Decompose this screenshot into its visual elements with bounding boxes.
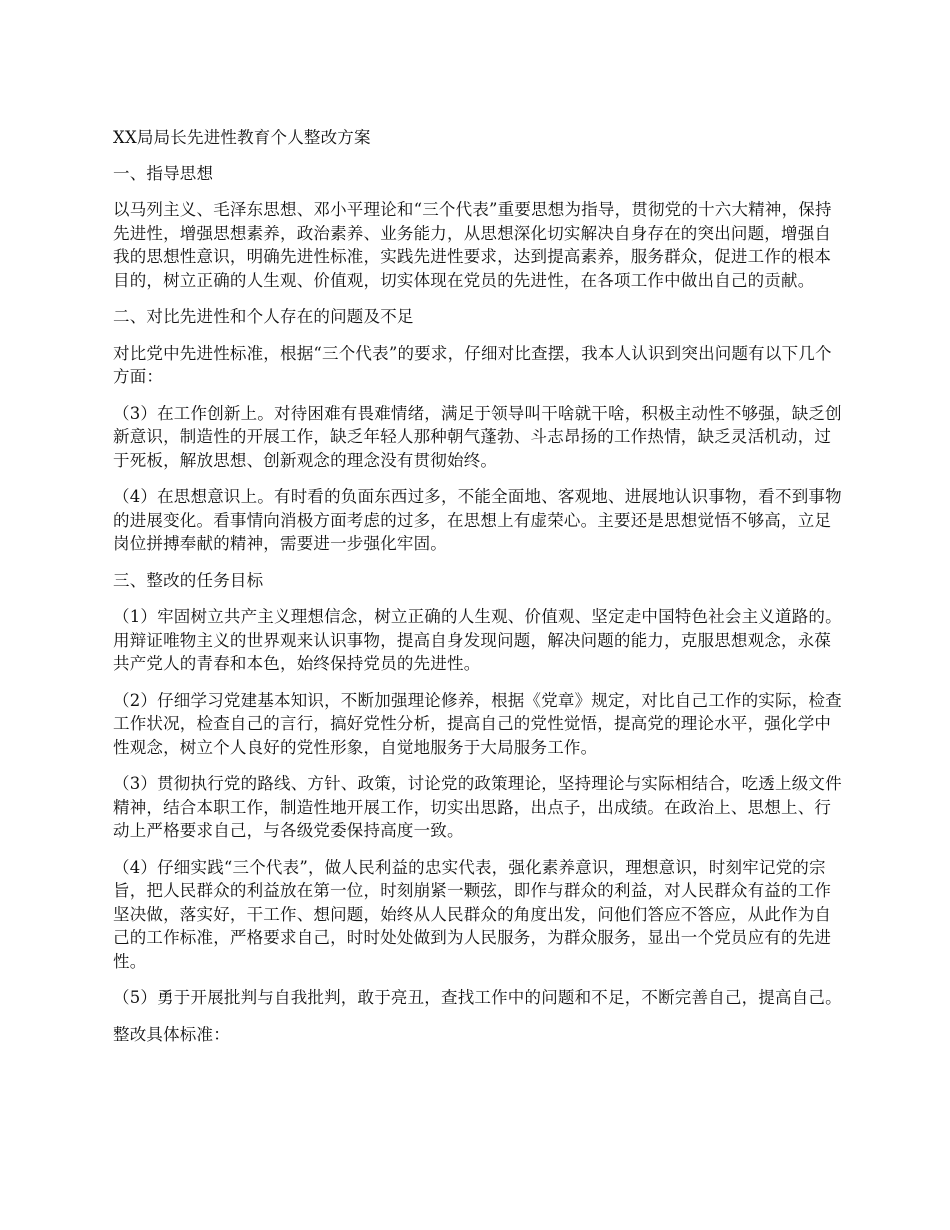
section-heading-goals: 三、整改的任务目标 <box>113 570 264 590</box>
paragraph-problem-innovation: （3）在工作创新上。对待困难有畏难情绪，满足于领导叫干啥就干啥，积极主动性不够强，缺乏创新意识，制造性的开展工作，缺乏年轻人那种朝气蓬勃、斗志昂扬的工作热情，缺乏灵活机动，过于死板，解放思想、创新观念的理念没有贯彻始终。 <box>113 403 842 470</box>
paragraph-goal-4: （4）仔细实践“三个代表”，做人民利益的忠实代表，强化素养意识，理想意识，时刻牢记党的宗旨，把人民群众的利益放在第一位，时刻崩紧一颗弦，即作与群众的利益，对人民群众有益的工作坚决做，落实好，干工作、想问题，始终从人民群众的角度出发，问他们答应不答应，从此作为自己的工作标准，严格要求自己，时时处处做到为人民服务，为群众服务，显出一个党员应有的先进性。 <box>113 857 832 971</box>
section-heading-standards: 整改具体标准： <box>113 1024 230 1044</box>
paragraph-goal-2: （2）仔细学习党建基本知识，不断加强理论修养，根据《党章》规定，对比自己工作的实际，检查工作状况，检查自己的言行，搞好党性分析，提高自己的党性觉悟，提高党的理论水平，强化学中性观念，树立个人良好的党性形象，自觉地服务于大局服务工作。 <box>113 690 842 757</box>
paragraph-problems-intro: 对比党中先进性标准，根据“三个代表”的要求，仔细对比查摆，我本人认识到突出问题有以下几个方面： <box>113 343 832 386</box>
section-heading-guiding-thought: 一、指导思想 <box>113 163 214 183</box>
paragraph-goal-5: （5）勇于开展批判与自我批判，敢于亮丑，查找工作中的问题和不足，不断完善自己，提高自己。 <box>113 988 842 1007</box>
paragraph-goal-3: （3）贯彻执行党的路线、方针、政策，讨论党的政策理论，坚持理论与实际相结合，吃透上级文件精神，结合本职工作，制造性地开展工作，切实出思路，出点子，出成绩。在政治上、思想上、行动上严格要求自己，与各级党委保持高度一致。 <box>113 774 842 840</box>
paragraph-goal-1: （1）牢固树立共产主义理想信念，树立正确的人生观、价值观、坚定走中国特色社会主义道路的。用辩证唯物主义的世界观来认识事物，提高自身发现问题，解决问题的能力，克服思想观念，永葆共产党人的青春和本色，始终保持党员的先进性。 <box>113 607 842 673</box>
paragraph-problem-awareness: （4）在思想意识上。有时看的负面东西过多，不能全面地、客观地、进展地认识事物，看不到事物的进展变化。看事情向消极方面考虑的过多，在思想上有虚荣心。主要还是思想觉悟不够高，立足岗位拼搏奉献的精神，需要进一步强化牢固。 <box>113 487 842 553</box>
document-page <box>113 126 843 1059</box>
document-title: XX局局长先进性教育个人整改方案 <box>113 128 371 147</box>
paragraph-guiding-thought: 以马列主义、毛泽东思想、邓小平理论和“三个代表”重要思想为指导，贯彻党的十六大精神，保持先进性，增强思想素养，政治素养、业务能力，从思想深化切实解决自身存在的突出问题，增强自我的思想性意识，明确先进性标准，实践先进性要求，达到提高素养，服务群众，促进工作的根本目的，树立正确的人生观、价值观，切实体现在党员的先进性，在各项工作中做出自己的贡献。 <box>113 200 832 290</box>
section-heading-problems: 二、对比先进性和个人存在的问题及不足 <box>113 307 414 326</box>
